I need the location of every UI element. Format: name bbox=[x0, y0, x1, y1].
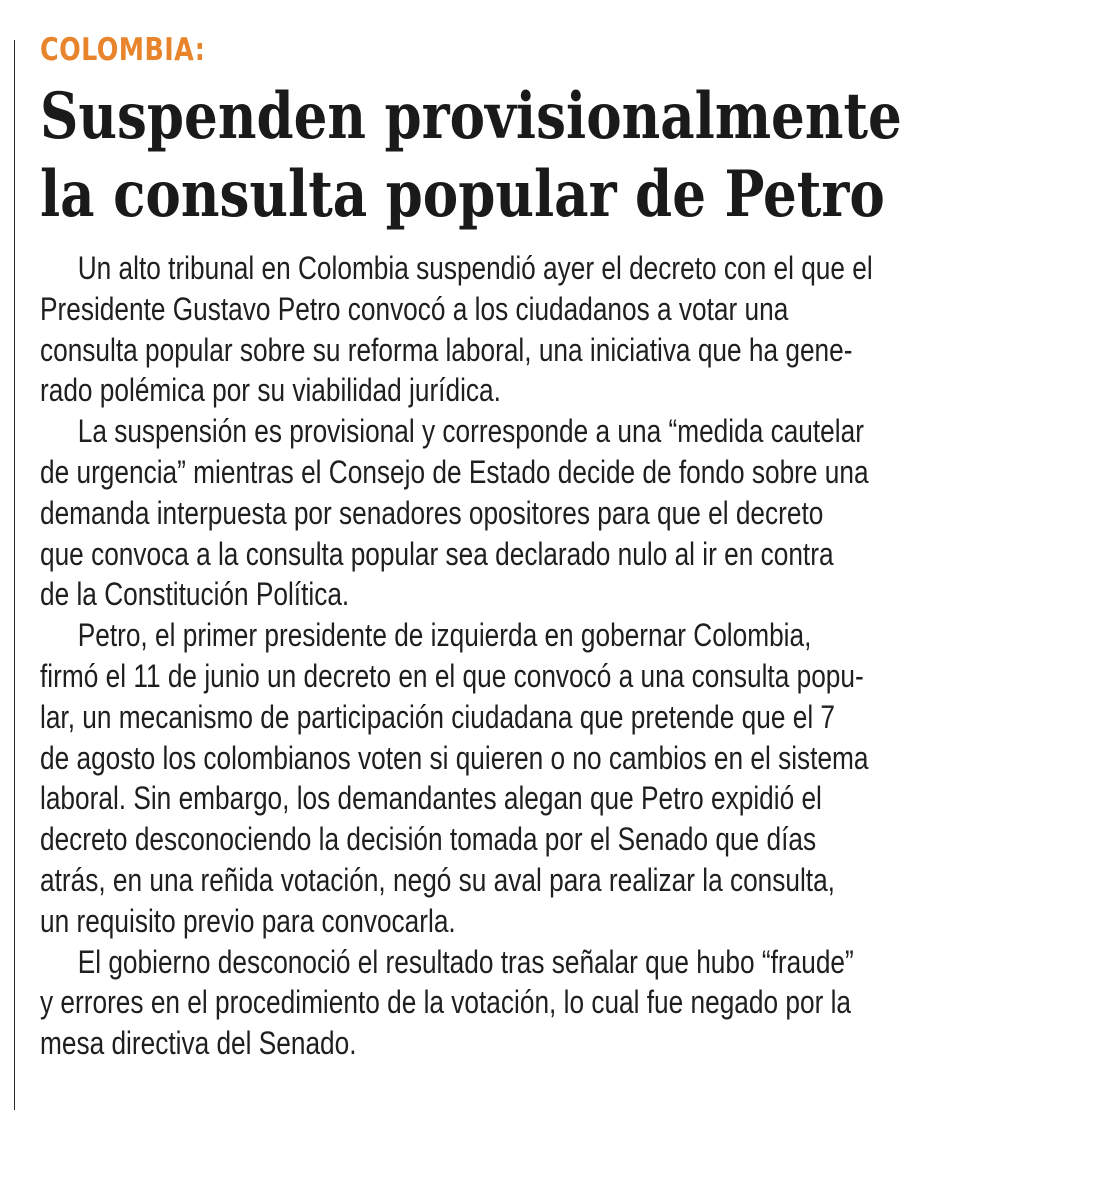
body-line: Un alto tribunal en Colombia suspendió ayer el decreto con el que el bbox=[77, 250, 873, 286]
body-line: decreto desconociendo la decisión tomada por el Senado que días bbox=[40, 821, 817, 858]
headline bbox=[40, 78, 995, 234]
body-line: un requisito previo para convocarla. bbox=[40, 902, 456, 939]
body-line: lar, un mecanismo de participación ciudadana que pretende que el 7 bbox=[40, 698, 836, 735]
body-line: y errores en el procedimiento de la votación, lo cual fue negado por la bbox=[40, 984, 852, 1021]
body-line: mesa directiva del Senado. bbox=[40, 1025, 357, 1062]
body-line: de urgencia” mientras el Consejo de Estado decide de fondo sobre una bbox=[40, 453, 869, 490]
headline-line: Suspenden provisionalmente bbox=[40, 79, 902, 154]
article-body bbox=[40, 248, 1085, 1064]
body-line: firmó el 11 de junio un decreto en el que convocó a una consulta popu- bbox=[40, 657, 864, 694]
body-line: El gobierno desconoció el resultado tras señalar que hubo “fraude” bbox=[77, 943, 854, 980]
headline-line: la consulta popular de Petro bbox=[40, 157, 885, 232]
body-line: consulta popular sobre su reforma laboral, una iniciativa que ha gene- bbox=[40, 331, 853, 368]
body-line: de la Constitución Política. bbox=[40, 576, 350, 613]
body-line: que convoca a la consulta popular sea declarado nulo al ir en contra bbox=[40, 535, 834, 572]
column-rule bbox=[14, 40, 15, 1110]
section-kicker: COLOMBIA: bbox=[40, 32, 206, 68]
article bbox=[40, 30, 1085, 1064]
body-line: atrás, en una reñida votación, negó su aval para realizar la consulta, bbox=[40, 861, 835, 898]
body-line: demanda interpuesta por senadores opositores para que el decreto bbox=[40, 494, 824, 531]
body-line: La suspensión es provisional y corresponde a una “medida cautelar bbox=[77, 413, 864, 450]
body-line: rado polémica por su viabilidad jurídica. bbox=[40, 372, 501, 409]
body-line: laboral. Sin embargo, los demandantes alegan que Petro expidió el bbox=[40, 780, 822, 817]
body-line: de agosto los colombianos voten si quieren o no cambios en el sistema bbox=[40, 739, 869, 776]
body-line: Presidente Gustavo Petro convocó a los ciudadanos a votar una bbox=[40, 290, 789, 327]
body-line: Petro, el primer presidente de izquierda en gobernar Colombia, bbox=[77, 617, 812, 654]
